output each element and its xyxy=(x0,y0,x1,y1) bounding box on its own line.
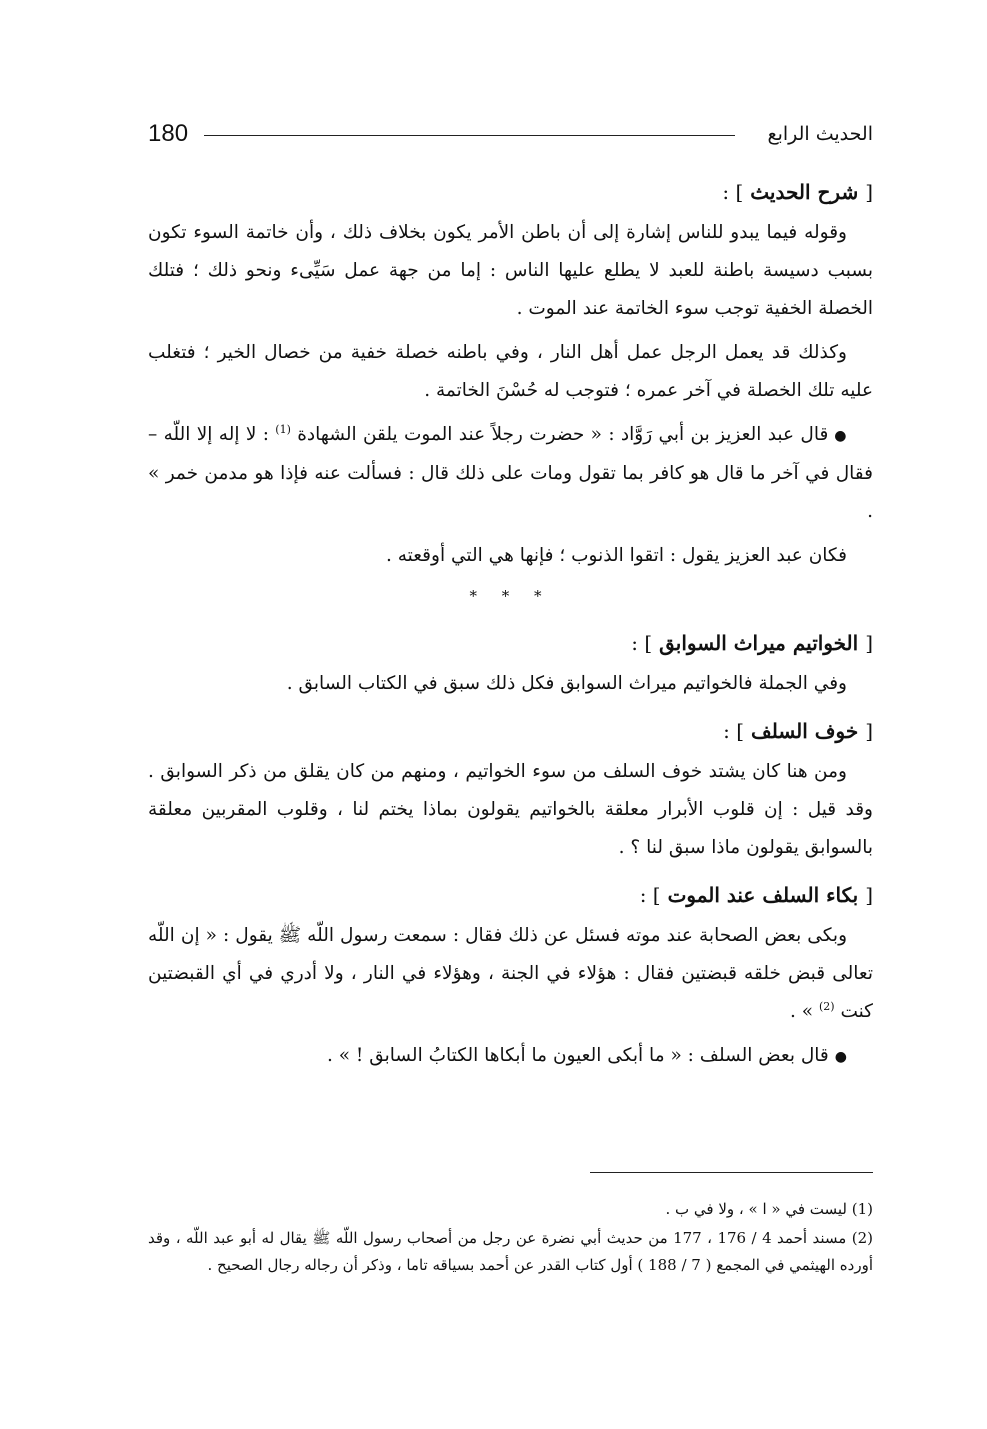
paragraph-text: قال بعض السلف : « ما أبكى العيون ما أبكاها الكتابُ السابق ! » . xyxy=(326,1045,829,1066)
bracket-open: [ xyxy=(865,631,873,655)
heading-fear xyxy=(148,709,873,753)
heading-seals-text: الخواتيم ميراث السوابق xyxy=(659,631,859,655)
heading-commentary xyxy=(148,170,873,214)
paragraph xyxy=(148,917,873,1031)
bracket-close: ] : xyxy=(722,180,744,204)
bracket-open: [ xyxy=(865,180,873,204)
footnote-rule xyxy=(590,1172,873,1173)
footnote-2: (2) مسند أحمد 4 / 176 ، 177 من حديث أبي نضرة عن رجل من أصحاب رسول اللّه ﷺ يقال له أبو عبد اللّه ، وقد أورده الهيثمي في المجمع ( 7 / 188 ) أول كتاب القدر عن أحمد بسياقه تاما ، وذكر أن رجاله رجال الصحيح . xyxy=(148,1229,873,1274)
paragraph-text: قال عبد العزيز بن أبي رَوَّاد : « حضرت رجلاً عند الموت يلقن الشهادة xyxy=(297,424,829,445)
heading-seals xyxy=(148,621,873,665)
bracket-close: ] : xyxy=(631,631,653,655)
footnote-ref[interactable]: (1) xyxy=(275,422,291,436)
bullet-icon: ● xyxy=(834,428,847,444)
bullet-paragraph xyxy=(148,416,873,531)
page-number: 180 xyxy=(148,120,189,147)
paragraph: وقوله فيما يبدو للناس إشارة إلى أن باطن الأمر يكون بخلاف ذلك ، وأن خاتمة السوء تكون بسبب دسيسة باطنة للعبد لا يطلع عليها الناس : إما من جهة عمل سَيِّىء ونحو ذلك ؛ فتلك الخصلة الخفية توجب سوء الخاتمة عند الموت . xyxy=(148,222,873,319)
footnote-1: (1) ليست في « ا » ، ولا في ب . xyxy=(665,1200,873,1218)
heading-fear-text: خوف السلف xyxy=(751,719,859,743)
running-title: الحديث الرابع xyxy=(767,123,873,145)
heading-commentary-text: شرح الحديث xyxy=(750,180,859,204)
paragraph-text: » . xyxy=(789,1001,814,1022)
bracket-close: ] : xyxy=(723,719,745,743)
main-text xyxy=(148,170,873,1082)
paragraph: وفي الجملة فالخواتيم ميراث السوابق فكل ذلك سبق في الكتاب السابق . xyxy=(286,673,847,694)
bracket-close: ] : xyxy=(639,883,661,907)
bracket-open: [ xyxy=(865,883,873,907)
paragraph: فكان عبد العزيز يقول : اتقوا الذنوب ؛ فإنها هي التي أوقعته . xyxy=(386,545,847,566)
paragraph: ومن هنا كان يشتد خوف السلف من سوء الخواتيم ، ومنهم من كان يقلق من ذكر السوابق . وقد قيل : إن قلوب الأبرار معلقة بالخواتيم يقولون بماذا يختم لنا ، وقلوب المقربين معلقة بالسوابق يقولون ماذا سبق لنا ؟ . xyxy=(148,761,873,858)
paragraph: وكذلك قد يعمل الرجل عمل أهل النار ، وفي باطنه خصلة خفية من خصال الخير ؛ فتغلب عليه تلك الخصلة في آخر عمره ؛ فتوجب له حُسْنَ الخاتمة . xyxy=(148,342,873,401)
header-rule xyxy=(204,135,735,136)
bullet-paragraph xyxy=(148,1037,873,1076)
bullet-icon: ● xyxy=(834,1049,847,1065)
section-separator: * * * xyxy=(469,587,552,605)
footnotes xyxy=(148,1196,873,1281)
heading-weeping xyxy=(148,873,873,917)
footnote-ref[interactable]: (2) xyxy=(818,999,835,1013)
paragraph-text: وبكى بعض الصحابة عند موته فسئل عن ذلك فقال : سمعت رسول اللّه ﷺ يقول : « إن اللّه تعالى قبض خلقه قبضتين فقال : هؤلاء في الجنة ، وهؤلاء في النار ، ولا أدري في أي القبضتين كنت xyxy=(148,925,873,1022)
bracket-open: [ xyxy=(865,719,873,743)
heading-weeping-text: بكاء السلف عند الموت xyxy=(667,883,859,907)
paragraph-text: : لا إله إلا اللّه – فقال في آخر ما قال هو كافر بما تقول ومات على ذلك قال : فسألت عنه فإذا هو مدمن خمر » . xyxy=(148,424,873,522)
page-header xyxy=(148,118,873,158)
